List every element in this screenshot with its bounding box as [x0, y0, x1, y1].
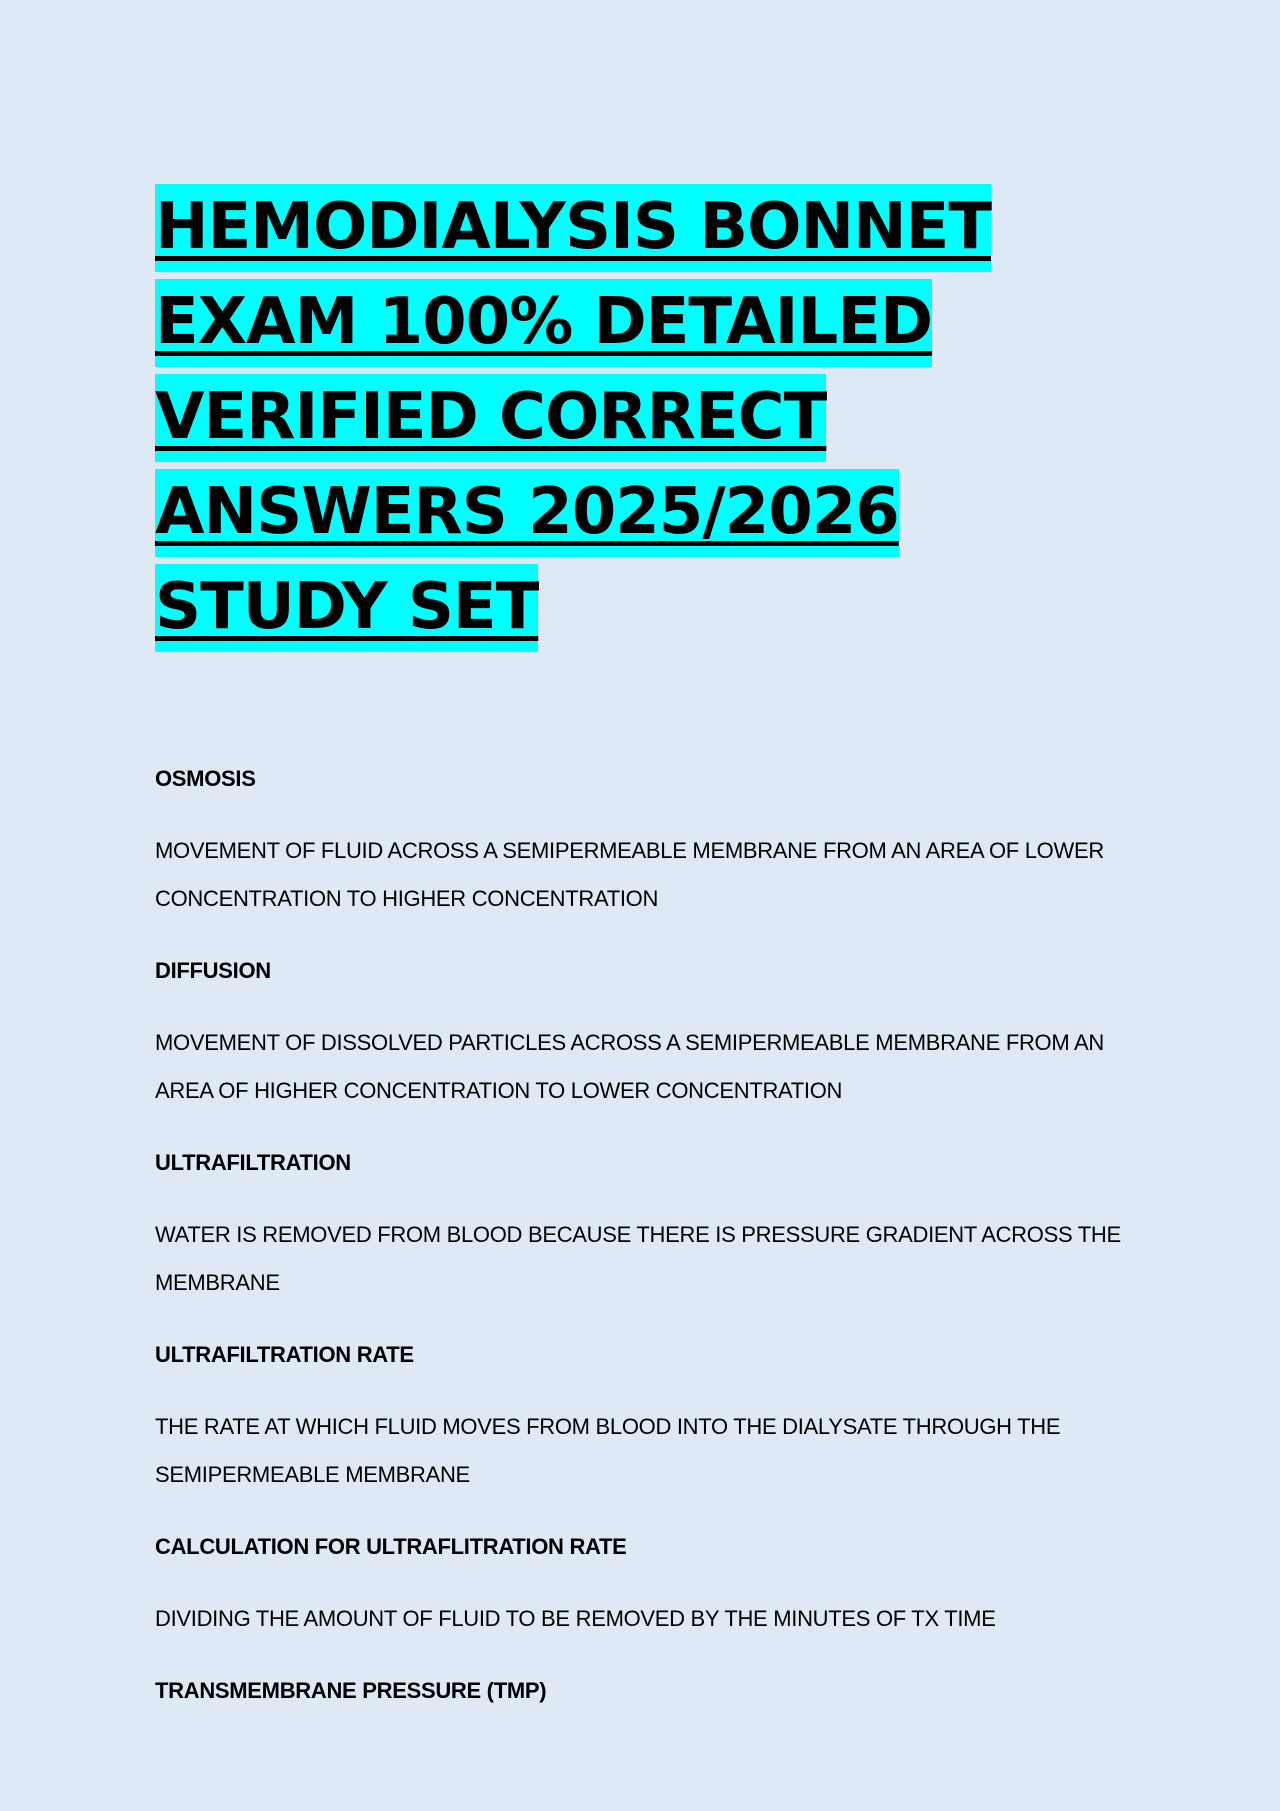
document-title-text: HEMODIALYSIS BONNET EXAM 100% DETAILED VERIFIED CORRECT ANSWERS 2025/2026 STUDY SET	[155, 184, 991, 652]
term-heading: CALCULATION FOR ULTRAFLITRATION RATE	[155, 1534, 627, 1559]
term-definition: WATER IS REMOVED FROM BLOOD BECAUSE THERE IS PRESSURE GRADIENT ACROSS THE MEMBRANE	[155, 1222, 1121, 1295]
term-definition: MOVEMENT OF DISSOLVED PARTICLES ACROSS A SEMIPERMEABLE MEMBRANE FROM AN AREA OF HIGHER CONCENTRATION TO LOWER CONCENTRATION	[155, 1030, 1104, 1103]
qa-entry	[155, 1139, 1130, 1307]
term-heading: TRANSMEMBRANE PRESSURE (TMP)	[155, 1678, 547, 1703]
document-title	[155, 180, 1115, 655]
qa-list	[155, 755, 1130, 1715]
qa-entry	[155, 1523, 1130, 1643]
term-definition: MOVEMENT OF FLUID ACROSS A SEMIPERMEABLE MEMBRANE FROM AN AREA OF LOWER CONCENTRATION TO HIGHER CONCENTRATION	[155, 838, 1104, 911]
term-heading: OSMOSIS	[155, 766, 256, 791]
term-heading: DIFFUSION	[155, 958, 271, 983]
term-definition: THE RATE AT WHICH FLUID MOVES FROM BLOOD INTO THE DIALYSATE THROUGH THE SEMIPERMEABLE MEMBRANE	[155, 1414, 1061, 1487]
qa-entry	[155, 1331, 1130, 1499]
term-heading: ULTRAFILTRATION	[155, 1150, 351, 1175]
qa-entry	[155, 947, 1130, 1115]
term-definition: DIVIDING THE AMOUNT OF FLUID TO BE REMOVED BY THE MINUTES OF TX TIME	[155, 1606, 996, 1631]
qa-entry	[155, 755, 1130, 923]
term-heading: ULTRAFILTRATION RATE	[155, 1342, 414, 1367]
qa-entry	[155, 1667, 1130, 1715]
